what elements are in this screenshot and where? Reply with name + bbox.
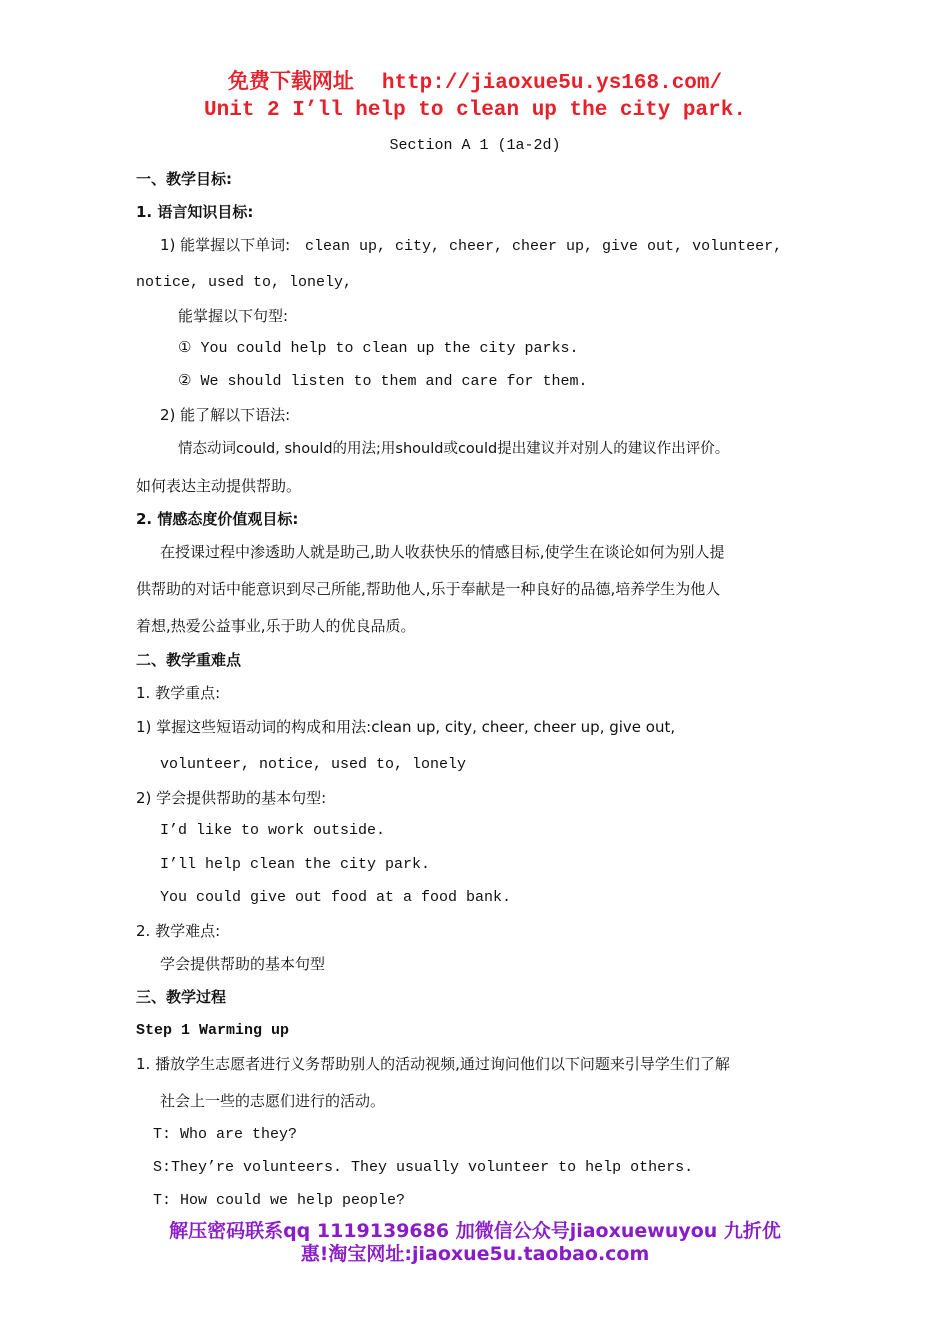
footer-line-1: 解压密码联系qq 1119139686 加微信公众号jiaoxuewuyou 九折优 — [169, 1220, 781, 1242]
emotion-line-1: 在授课过程中渗透助人就是助己,助人收获快乐的情感目标,使学生在谈论如何为别人提 — [160, 543, 725, 561]
page-title: Unit 2 I’ll help to clean up the city park. — [204, 99, 746, 122]
difficulty-text: 学会提供帮助的基本句型 — [160, 955, 326, 973]
process-item-1-line-2: 社会上一些的志愿们进行的活动。 — [160, 1092, 386, 1110]
emotion-line-3: 着想,热爱公益事业,乐于助人的优良品质。 — [136, 617, 416, 635]
download-line — [0, 68, 950, 97]
focus-label: 1. 教学重点: — [136, 684, 221, 702]
grammar-label: 2) 能了解以下语法: — [160, 406, 291, 424]
process-item-1-line-1: 1. 播放学生志愿者进行义务帮助别人的活动视频,通过询问他们以下问题来引导学生们了解 — [136, 1055, 730, 1073]
download-label: 免费下载网址 — [227, 69, 354, 93]
dialog-line-3: T: How could we help people? — [153, 1192, 406, 1209]
sentence-2: ② We should listen to them and care for them. — [178, 373, 588, 390]
example-sentence-3: You could give out food at a food bank. — [160, 889, 512, 906]
vocab-line-1 — [160, 236, 782, 257]
focus-1-line-1: 1) 掌握这些短语动词的构成和用法:clean up, city, cheer, cheer up, give out, — [136, 718, 676, 736]
emotion-line-2: 供帮助的对话中能意识到尽己所能,帮助他人,乐于奉献是一种良好的品德,培养学生为他人 — [136, 580, 721, 598]
download-url-link[interactable]: http://jiaoxue5u.ys168.com/ — [381, 72, 723, 95]
key-points-heading: 二、教学重难点 — [136, 651, 242, 669]
grammar-line-1: 情态动词could, should的用法;用should或could提出建议并对别人的建议作出评价。 — [178, 441, 730, 457]
footer-line-2: 惠!淘宝网址:jiaoxue5u.taobao.com — [300, 1243, 650, 1265]
sentence-label: 能掌握以下句型: — [178, 307, 289, 325]
step-1-heading: Step 1 Warming up — [136, 1022, 290, 1039]
vocab-line-2: notice, used to, lonely, — [136, 274, 353, 291]
section-subtitle: Section A 1 (1a-2d) — [389, 137, 561, 154]
objectives-heading: 一、教学目标: — [136, 170, 232, 188]
example-sentence-2: I’ll help clean the city park. — [160, 856, 431, 873]
difficulty-label: 2. 教学难点: — [136, 922, 221, 940]
focus-2-label: 2) 学会提供帮助的基本句型: — [136, 789, 327, 807]
emotion-objectives-heading: 2. 情感态度价值观目标: — [136, 510, 299, 528]
vocab-words-1: clean up, city, cheer, cheer up, give out, volunteer, — [305, 238, 783, 255]
language-objectives-heading: 1. 语言知识目标: — [136, 203, 254, 221]
dialog-line-2: S:They’re volunteers. They usually volunteer to help others. — [153, 1159, 694, 1176]
focus-1-line-2: volunteer, notice, used to, lonely — [160, 756, 467, 773]
process-heading: 三、教学过程 — [136, 988, 227, 1006]
example-sentence-1: I’d like to work outside. — [160, 822, 386, 839]
grammar-line-2: 如何表达主动提供帮助。 — [136, 477, 302, 495]
sentence-1: ① You could help to clean up the city parks. — [178, 340, 579, 357]
dialog-line-1: T: Who are they? — [153, 1126, 298, 1143]
vocab-label: 1) 能掌握以下单词: — [160, 236, 291, 254]
